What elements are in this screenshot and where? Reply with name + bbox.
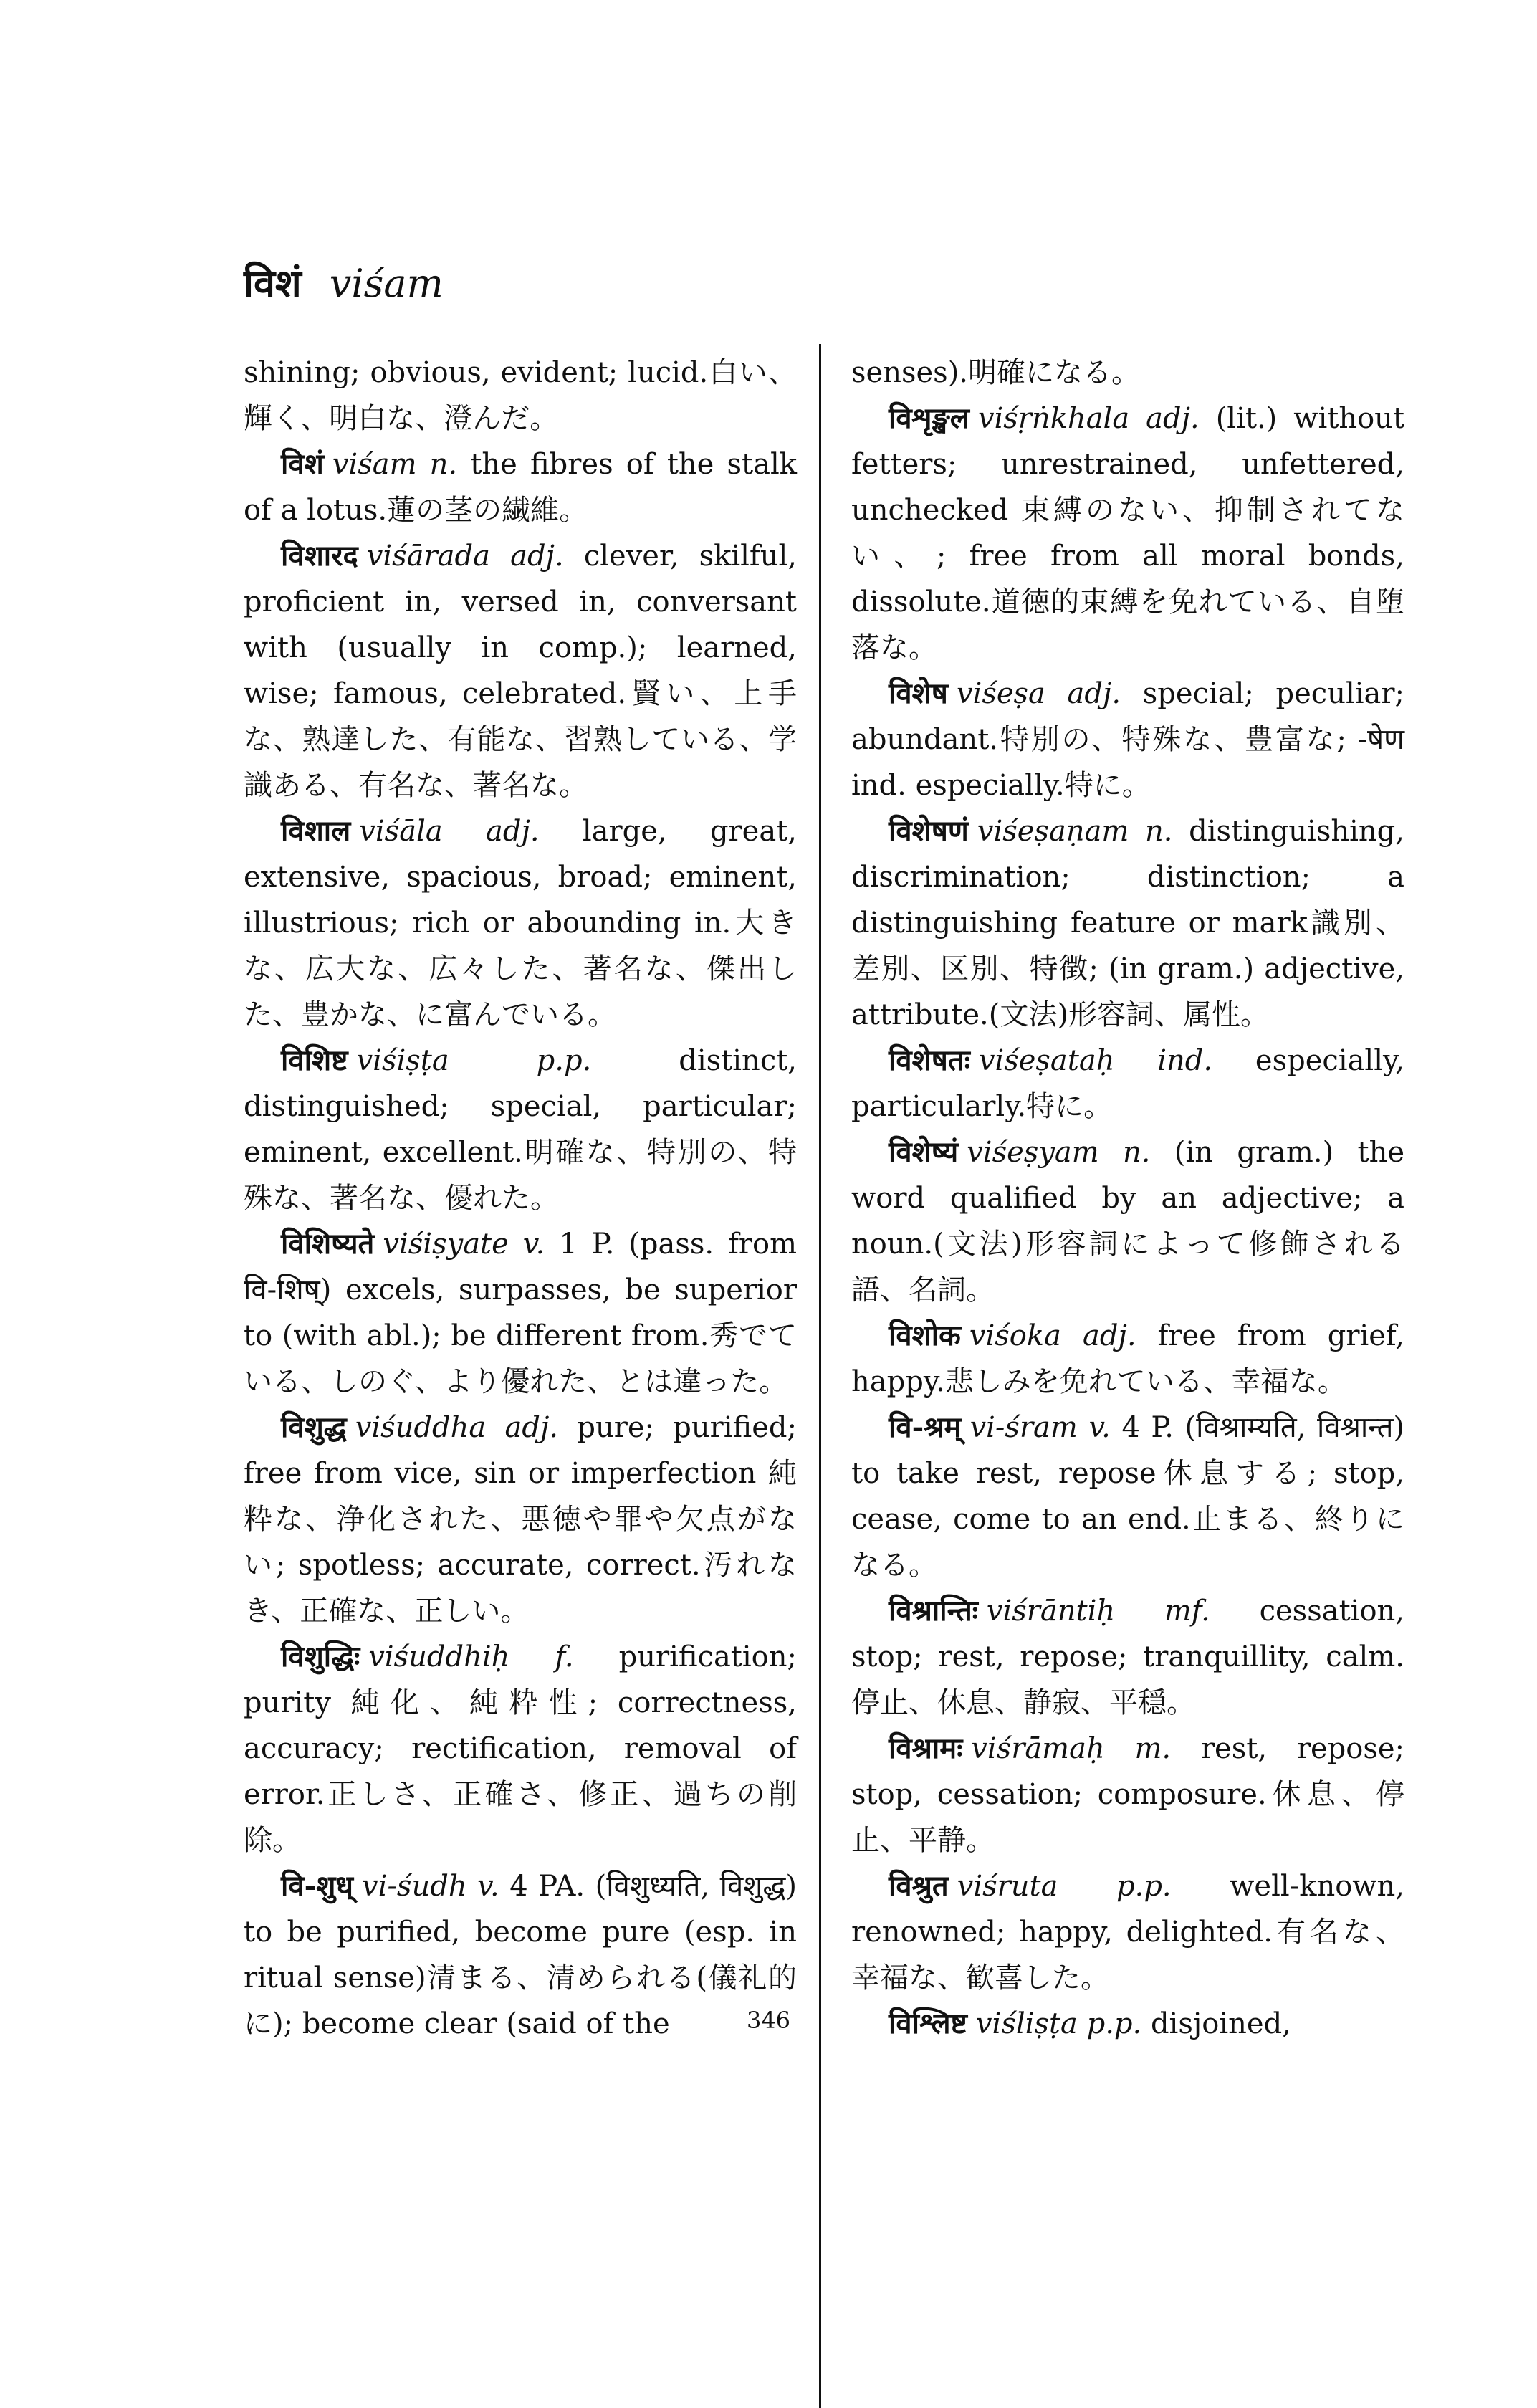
- entry-headword: विशुद्धिः: [281, 1640, 360, 1673]
- dictionary-entry: [851, 1863, 1404, 2001]
- entry-headword: विशृङ्खल: [889, 401, 969, 435]
- entry-headword: विशिष्यते: [281, 1227, 375, 1261]
- entry-headword: विशेषणं: [889, 814, 969, 848]
- dictionary-entry: [244, 1038, 797, 1221]
- entry-headword: वि-शुध्: [281, 1869, 354, 1903]
- entry-definition: (in gram.) the word qualified by an adjective; a noun.(文法)形容詞によって修飾される語、名詞。: [851, 1136, 1405, 1306]
- entry-headword: विशिष्ट: [281, 1043, 348, 1077]
- entry-headword: विशेषतः: [889, 1043, 970, 1077]
- entry-transliteration: viśārada adj.: [366, 540, 564, 573]
- entry-transliteration: viśṛṅkhala adj.: [977, 402, 1200, 435]
- entry-transliteration: viśiṣyate v.: [383, 1228, 545, 1261]
- entry-transliteration: viśrāntiḥ mf.: [986, 1595, 1210, 1628]
- entry-transliteration: viśeṣataḥ ind.: [978, 1044, 1213, 1077]
- entry-headword: विशेष: [889, 677, 948, 710]
- entry-definition: special; peculiar; abundant.特別の、特殊な、豊富な; -षेण ind. especially.特に。: [851, 677, 1405, 802]
- entry-headword: विश्रामः: [889, 1731, 963, 1765]
- entry-definition: large, great, extensive, spacious, broad; eminent, illustrious; rich or abounding in.大きな、広大な、広々した、著名な、傑出した、豊かな、に富んでいる。: [244, 815, 797, 1031]
- entry-definition: cessation, stop; rest, repose; tranquillity, calm. 停止、休息、静寂、平穏。: [851, 1595, 1405, 1719]
- entry-definition: senses).明確になる。: [851, 356, 1141, 389]
- dictionary-entry: [851, 396, 1404, 671]
- dictionary-entry: [244, 533, 797, 808]
- dictionary-entry: [851, 808, 1404, 1038]
- dictionary-entry: [244, 808, 797, 1038]
- entry-headword: वि-श्रम्: [889, 1410, 962, 1444]
- entry-definition: clever, skilful, proficient in, versed in, conversant with (usually in comp.); learned, wise; famous, celebrated.賢い、上手な、熟達した、有能な、習熟している、学識ある、有名な、著名な。: [244, 540, 797, 802]
- entry-headword: विशेष्यं: [889, 1135, 959, 1169]
- dictionary-entry: [851, 1726, 1404, 1863]
- entry-transliteration: viśeṣaṇam n.: [977, 815, 1173, 848]
- left-column: [244, 350, 797, 2047]
- entry-definition: distinct, distinguished; special, particular; eminent, excellent.明確な、特別の、特殊な、著名な、優れた。: [244, 1044, 798, 1215]
- entry-definition: distinguishing, discrimination; distinction; a distinguishing feature or mark識別、差別、区別、特徴; (in gram.) adjective, attribute.(文法)形容詞、属性。: [851, 815, 1404, 1031]
- entry-transliteration: viśāla adj.: [359, 815, 540, 848]
- entry-transliteration: viśoka adj.: [969, 1319, 1136, 1352]
- dictionary-entry: [244, 1221, 797, 1405]
- entry-headword: विशोक: [889, 1319, 961, 1352]
- dictionary-entry: [851, 1129, 1404, 1313]
- right-column: [851, 350, 1404, 2047]
- entry-definition: (lit.) without fetters; unrestrained, unfettered, unchecked 束縛のない、抑制されてない、; free from all moral bonds, dissolute.道徳的束縛を免れている、自堕落な。: [851, 402, 1405, 664]
- entry-headword: विश्रुत: [889, 1869, 949, 1903]
- dictionary-entry: [851, 350, 1404, 396]
- dictionary-entry: [244, 350, 797, 441]
- dictionary-entry: [244, 1405, 797, 1634]
- running-head: [244, 258, 444, 309]
- dictionary-entry: [851, 1313, 1404, 1405]
- dictionary-entry: [851, 1038, 1404, 1129]
- entry-transliteration: viśeṣyam n.: [967, 1136, 1151, 1169]
- entry-definition: pure; purified; free from vice, sin or imperfection 純粋な、浄化された、悪徳や罪や欠点がない; spotless; accurate, correct.汚れなき、正確な、正しい。: [244, 1411, 797, 1628]
- entry-transliteration: viśrāmaḥ m.: [971, 1732, 1172, 1765]
- dictionary-entry: [244, 441, 797, 533]
- entry-transliteration: viśliṣṭa p.p.: [975, 2007, 1142, 2040]
- entry-definition: free from grief, happy.悲しみを免れている、幸福な。: [851, 1319, 1405, 1398]
- entry-definition: shining; obvious, evident; lucid.白い、輝く、明白な、澄んだ。: [244, 356, 797, 435]
- dictionary-entry: [851, 1405, 1404, 1588]
- entry-definition: 1 P. (pass. from वि-शिष्) excels, surpasses, be superior to (with abl.); be different from.秀でている、しのぐ、より優れた、とは違った。: [244, 1228, 798, 1398]
- entry-definition: especially, particularly.特に。: [851, 1044, 1404, 1123]
- entry-headword: विश्लिष्ट: [889, 2007, 967, 2040]
- entry-definition: rest, repose; stop, cessation; composure.休息、停止、平静。: [851, 1732, 1404, 1857]
- entry-definition: 4 P. (विश्राम्यति, विश्रान्त) to take rest, repose休息する; stop, cease, come to an end.止まる、終りになる。: [851, 1411, 1404, 1582]
- entry-transliteration: viśam n.: [332, 448, 458, 481]
- dictionary-entry: [851, 1588, 1404, 1726]
- entry-transliteration: viśuddhiḥ f.: [368, 1640, 574, 1673]
- running-head-roman: viśam: [329, 261, 444, 306]
- entry-definition: 4 PA. (विशुध्यति, विशुद्ध) to be purified, become pure (esp. in ritual sense)清まる、清められる(儀礼的に); become clear (said of the: [244, 1870, 798, 2040]
- entry-definition: the fibres of the stalk of a lotus.蓮の茎の繊維。: [244, 448, 797, 527]
- column-divider: [819, 344, 821, 2408]
- entry-definition: well-known, renowned; happy, delighted.有名な、幸福な、歓喜した。: [851, 1870, 1404, 1994]
- entry-transliteration: viśeṣa adj.: [956, 677, 1121, 710]
- entry-transliteration: viśruta p.p.: [957, 1870, 1172, 1903]
- entry-headword: विशाल: [281, 814, 351, 848]
- entry-headword: विशुद्ध: [281, 1410, 347, 1444]
- entry-headword: विशारद: [281, 539, 358, 573]
- entry-transliteration: viśuddha adj.: [355, 1411, 559, 1444]
- running-head-devanagari: विशं: [244, 260, 302, 306]
- dictionary-entry: [851, 671, 1404, 808]
- entry-transliteration: vi-śudh v.: [362, 1870, 499, 1903]
- entry-transliteration: vi-śram v.: [969, 1411, 1111, 1444]
- dictionary-entry: [244, 1634, 797, 1863]
- page-number: 346: [746, 2007, 791, 2034]
- entry-transliteration: viśiṣṭa p.p.: [356, 1044, 592, 1077]
- entry-definition: disjoined,: [1150, 2007, 1291, 2040]
- entry-definition: purification; purity 純化、純粋性; correctness, accuracy; rectification, removal of error.正しさ、正確さ、修正、過ちの削除。: [244, 1640, 797, 1857]
- entry-headword: विश्रान्तिः: [889, 1594, 978, 1628]
- entry-headword: विशं: [281, 447, 324, 481]
